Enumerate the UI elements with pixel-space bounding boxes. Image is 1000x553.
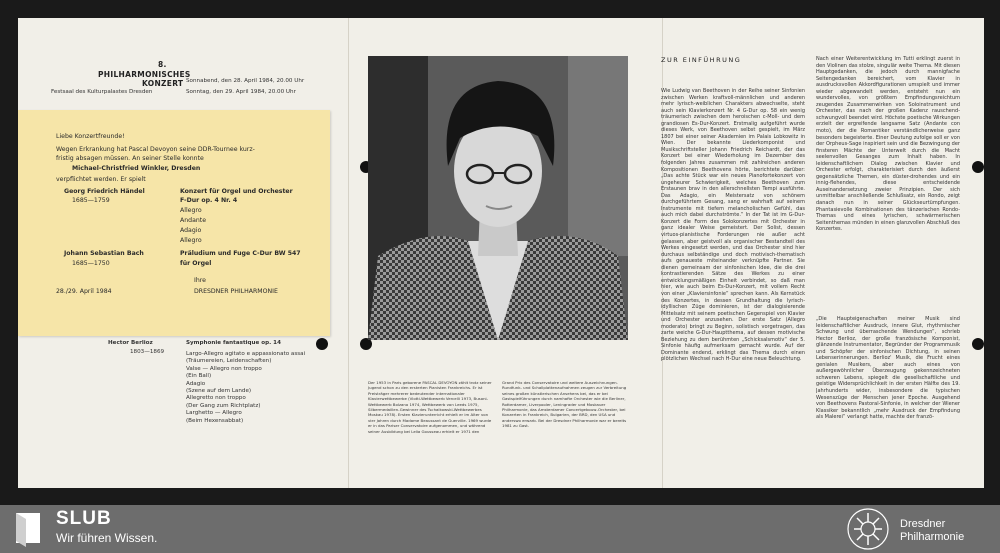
slub-logo-icon bbox=[10, 509, 48, 547]
intro-column-2: Nach einer Weiterentwicklung im Tutti erklingt zuerst in den Violinen das stolze, singulär weite Thema. Mit diesen Hauptgedanken, die jedoch durch mannigfache Seitengedanken bereichert, vom Klavier in ausdrucksvollen Akkordfigurationen umspielt und immer wieder abgewandelt werden, entsteht nun ein wundervolles, von größtem Empfindungsreichtum zeugendes Zusammenwirken von Soloinstrument und Orchester, das nach der großen Kadenz rauschend-schwungvoll beendet wird. Höchste poetische Wirkungen erzielt der ergreifende langsame Satz (Andante con moto), der die Romantiker verständlicherweise ganz besonders begeisterte. Einer Deutung zufolge soll er von der Orpheus-Sage inspiriert sein und die Bezwingung der finsteren Mächte der Unterwelt durch die Macht seelenvollen Gesanges zum Inhalt haben. In leidenschaftlichem Dialog zwischen Klavier und Orchester erfolgt, charakterisiert durch den äußerst gegensätzliche Themen, ein düster-drohendes und ein innig-flehendes, diese entscheidende Auseinandersetzung zweier Prinzipien. Der sich unmittelbar anschließende Schlußsatz, ein Rondo, zeigt danach nun in seiner Glückseurtümpfungen. Phantasievolle Kombinationen des tänzerischen Rondo-Themas und eines lyrischen, schwärmerischen Seitenthemas münden in einen glanzvollen Abschluß des Konzertes. bbox=[816, 56, 960, 233]
years-berlioz: 1803—1869 bbox=[130, 349, 165, 355]
dresdner-philharmonie-logo-icon bbox=[846, 507, 890, 551]
venue: Festsaal des Kulturpalastes Dresden bbox=[51, 89, 153, 95]
movement: Andante bbox=[180, 217, 207, 224]
note-greeting: Liebe Konzertfreunde! bbox=[56, 133, 125, 140]
dp-line1: Dresdner bbox=[900, 518, 946, 530]
note-soloist: Michael-Christfried Winkler, Dresden bbox=[72, 165, 201, 172]
years-haendel: 1685—1759 bbox=[72, 197, 110, 204]
caption-left: Der 1953 in Paris geborene PASCAL DEVOYON zählt trotz seiner Jugend schon zu den ersterten Pianisten Frankreichs. Er ist Preisträger mehrerer bedeutender internationaler Klavierwettbewerbe (Viotti-Wettbewerb Vercelli 1973, Busoni-Wettbewerb Bolzano 1974, Wettbewerb von Leeds 1975, Silbermedaillen-Gewinner des Tschaikowski-Wettbewerbes Moskau 1978). Ersten Klavierunterricht erhielt er im Alter von vier Jahren durch Madame Beaussant de Guerville. 1969 wurde er in das Pariser Conservatoire aufgenommen, und während seiner Ausbildung bei Lelia Gousseau erhielt er 1971 den bbox=[368, 380, 492, 434]
work-haendel-key: F-Dur op. 4 Nr. 4 bbox=[180, 197, 238, 204]
intro-column-2-berlioz: „Die Haupteigenschaften meiner Musik sind leidenschaftlicher Ausdruck, innere Glut, rhythmischer Schwung und überraschende Wendungen“, schrieb Hector Berlioz, der große französische Komponist, glänzende Instrumentator, Begründer der Programmusik und Schöpfer der sinfonischen Dichtung, in seinen Lebenserinnerungen. Berlioz' Musik, die Frucht eines genialen Musikers, aber auch eines von außergewöhnlicher Überzeugung gekennzeichneten schweren Lebens, spiegelt die gesellschaftliche und geistige Widersprüchlichkeit in der ersten Hälfte des 19. Jahrhunderts wider, insbesondere die typischen Wesenszüge der Menschen jener Epoche. Ausgehend von Beethovens Pastoral-Sinfonie, in welcher der Wiener Klassiker bekanntlich „mehr Ausdruck der Empfindung als Malerei“ verlangt hatte, machte der franzö- bbox=[816, 316, 960, 421]
composer-bach: Johann Sebastian Bach bbox=[64, 250, 144, 257]
note-line2: fristig absagen müssen. An seiner Stelle konnte bbox=[56, 155, 204, 162]
composer-haendel: Georg Friedrich Händel bbox=[64, 188, 145, 195]
punch-hole bbox=[972, 161, 984, 173]
composer-berlioz: Hector Berlioz bbox=[108, 340, 153, 346]
note-signature: DRESDNER PHILHARMONIE bbox=[194, 288, 278, 295]
series-title-line2: KONZERT bbox=[142, 79, 184, 88]
punch-hole bbox=[972, 338, 984, 350]
movement: Adagio bbox=[180, 227, 202, 234]
intro-heading: ZUR EINFÜHRUNG bbox=[661, 56, 742, 64]
note-closing: Ihre bbox=[194, 277, 206, 284]
note-date: 28./29. April 1984 bbox=[56, 288, 112, 295]
work-berlioz: Symphonie fantastique op. 14 bbox=[186, 340, 281, 346]
date-sunday: Sonntag, den 29. April 1984, 20.00 Uhr bbox=[186, 89, 296, 95]
slub-subtitle: Wir führen Wissen. bbox=[56, 531, 158, 545]
berlioz-movements: Largo-Allegro agitato e appassionato assai (Träumereien, Leidenschaften) Valse — Allegro non troppo (Ein Ball) Adagio (Szene auf dem Lande) Allegretto non troppo (Der Gang zum Richtplatz) Larghetto — Allegro (Beim Hexensabbat) bbox=[186, 351, 306, 424]
work-bach-instrument: für Orgel bbox=[180, 260, 212, 267]
portrait-image bbox=[368, 56, 628, 340]
note-line1: Wegen Erkrankung hat Pascal Devoyon seine DDR-Tournee kurz- bbox=[56, 146, 255, 153]
movement: Allegro bbox=[180, 207, 202, 214]
intro-column-1: Wie Ludwig van Beethoven in der Reihe seiner Sinfonien zwischen Werken kraftvoll-männlichen und anderen mehr lyrisch-weiblichen Charakters abwechselte, steht auch sein Klavierkonzert Nr. 4 G-Dur op. 58 ein wenig träumerisch zwischen dem heroischen c-Moll- und dem grandiosen Es-Dur-Konzert. Erstmalig aufgeführt wurde dieses Werk, von Beethoven selbst gespielt, im März 1807 bei einer seiner Akademien im Palais Lobkowitz in Wien. Der bekannte Liederkomponist und Musikschriftsteller Johann Friedrich Reichardt, der das Konzert bei einer Wiederholung im Dezember des folgenden Jahres zusammen mit zahlreichen anderen Kompositionen Beethovens hörte, berichtete darüber: „Das achte Stück war ein neues Pianofortekonzert von ungeheurer Schwierigkeit, welches Beethoven zum Erstaunen brav in den allerschnellsten Tempi ausführte. Das Adagio, ein Meistersatz von schönem durchgeführtem Gesang, sang er wahrhaft auf seinem Instrumente mit tiefem melancholischen Gefühl, das auch mich dabei durchströmte.“ In der Tat ist im G-Dur-Konzert die Form des Solokonzertes mit Orchester in ganz idealer Weise gemeistert. Der Solist, dessen virtuos-pianistische Forderungen nie außer acht gelassen, aber geistvoll als organischer Bestandteil des Werkes eingesetzt werden, und das Orchester sind hier durchaus selbständige und doch motivisch-thematisch aufs genaueste miteinander verknüpfte Partner. Sie dienen gemeinsam der sinfonischen Idee, die die drei kontrastierenden Sätze des Werkes zu einer entwicklungsmäßigen Einheit verbindet, so daß man hier, wie auch beim Es-Dur-Konzert, mit vollem Recht von einer „Klaviersinfonie“ sprechen kann. Als Kernstück des Konzertes, in dessen Grundhaltung die lyrisch-idyllischen Züge dominieren, ist der dialogisierende Mittelsatz mit seinem poetischen Gegenspiel von Klavier und Orchester anzusehen. Der erste Satz (Allegro moderato) bringt zu Beginn, solistisch vorgetragen, das zarte weiche G-Dur-Hauptthema, auf dessen motivische Beziehung zu dem berühmten „Schicksalsmotiv“ der 5. Sinfonie häufig aufmerksam gemacht wurde. Auf der Dominante endend, erklingt das Thema durch einen plötzlichen Wechsel nach H-Dur eine neue Beleuchtung. bbox=[661, 88, 805, 363]
date-saturday: Sonnabend, den 28. April 1984, 20.00 Uhr bbox=[186, 78, 305, 84]
years-bach: 1685—1750 bbox=[72, 260, 110, 267]
caption-right: Grand Prix des Conservatoire und weitere Auszeichnungen. Rundfunk- und Schallplattenaufnahmen zeugen zur Verbreitung seines großen künstlerischen Ansehens bei, das er bei Gastspielführungen durch namhafte Orchester wie die Berliner, Rotterdamer, Liverpooler, Leningrader und Moskauer Philharmonie, das Amsterdamer Concertgebouw-Orchester, bei Konzerten in Frankreich, Bulgarien, der BRD, den USA und anderswo erwarb. Bei der Dresdner Philharmonie war er bereits 1981 zu Gast. bbox=[502, 380, 627, 429]
pianist-photo bbox=[368, 56, 628, 340]
announcement-note bbox=[18, 110, 330, 336]
dp-line2: Philharmonie bbox=[900, 531, 965, 543]
punch-hole bbox=[316, 338, 328, 350]
movement: Allegro bbox=[180, 237, 202, 244]
note-line3: verpflichtet werden. Er spielt bbox=[56, 176, 146, 183]
fold-line-left bbox=[348, 18, 349, 488]
slub-title: SLUB bbox=[56, 508, 112, 529]
concert-number: 8. bbox=[158, 60, 167, 69]
series-title-line1: PHILHARMONISCHES bbox=[98, 70, 191, 79]
program-sheet bbox=[18, 18, 984, 488]
work-bach: Präludium und Fuge C-Dur BW 547 bbox=[180, 250, 301, 257]
work-haendel: Konzert für Orgel und Orchester bbox=[180, 188, 293, 195]
